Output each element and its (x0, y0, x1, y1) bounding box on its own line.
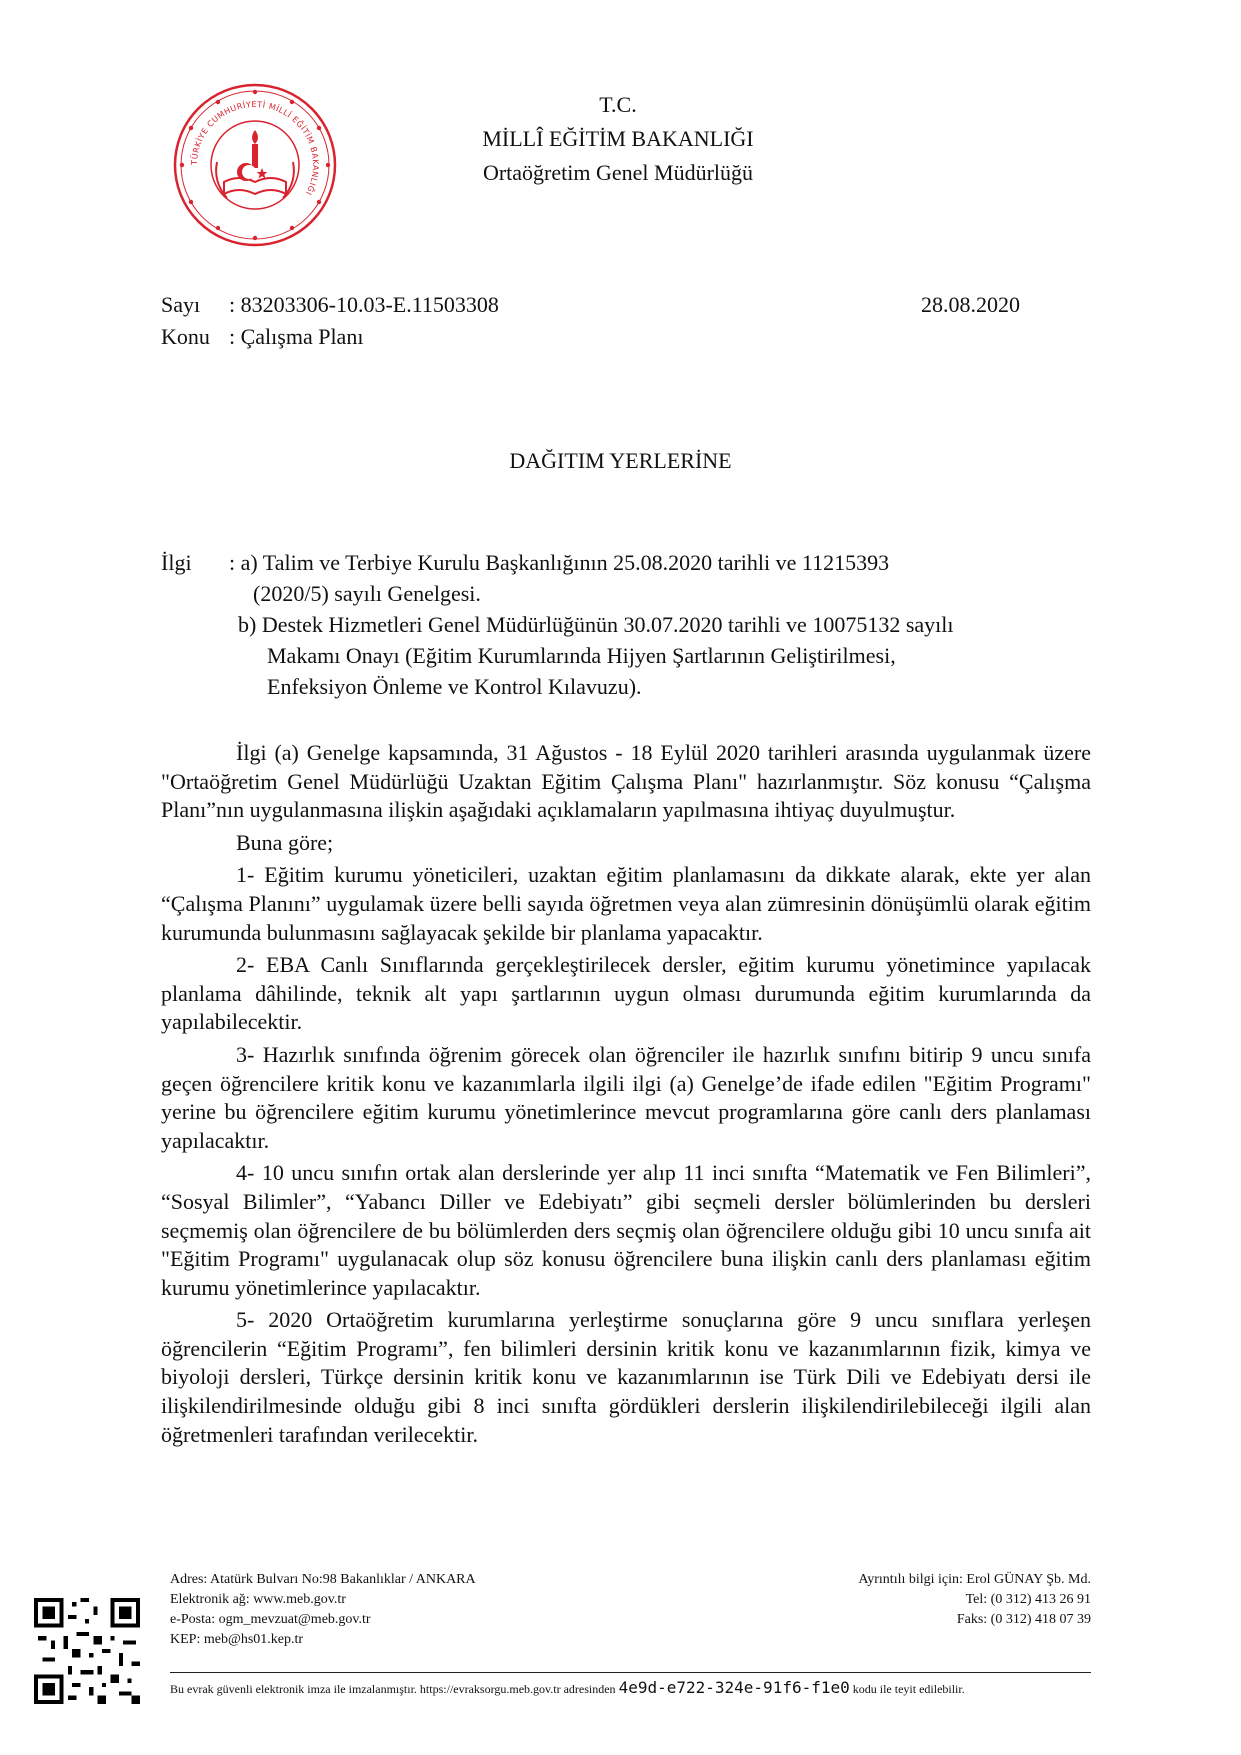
ilgi-a-line2: (2020/5) sayılı Genelgesi. (253, 581, 481, 606)
footer-kep: KEP: meb@hs01.kep.tr (170, 1632, 304, 1647)
ilgi-b-line2: Makamı Onayı (Eğitim Kurumlarında Hijyen Şartlarının Geliştirilmesi, (267, 643, 896, 668)
body-paragraph-3: 3- Hazırlık sınıfında öğrenim görecek olan öğrenciler ile hazırlık sınıfını bitirip 9 uncu sınıfa geçen öğrencilere kritik konu ve kazanımlarla ilgili ilgi (a) Genelge’de ifade edilen "Eğitim Programı" yerine bu öğrencilere eğitim kurumu yönetimlerince mevcut programlarına göre canlı ders planlaması yapılacaktır. (161, 1041, 1091, 1153)
sayi-row (161, 288, 499, 322)
footer-tel: Tel: (0 312) 413 26 91 (965, 1592, 1091, 1607)
body-paragraph-4: 4- 10 uncu sınıfın ortak alan derslerinde yer alıp 11 inci sınıfta “Matematik ve Fen Bilimleri”, “Sosyal Bilimler”, “Yabancı Diller ve Edebiyatı” gibi seçmeli dersler bölümlerinden bu dersleri seçmemiş olan öğrencilere de bu bölümlerden ders seçmiş olan öğrencilere olduğu gibi 10 uncu sınıfa ait "Eğitim Programı" uygulanacak olup söz konusu öğrencilere buna ilişkin canlı ders planlaması eğitim kurumu yönetimlerince yapılacaktır. (161, 1160, 1091, 1300)
ilgi-b-line3: Enfeksiyon Önleme ve Kontrol Kılavuzu). (267, 674, 642, 699)
footer-email[interactable]: e-Posta: ogm_mevzuat@meb.gov.tr (170, 1612, 371, 1627)
verify-prefix: Bu evrak güvenli elektronik imza ile imzalanmıştır. https://evraksorgu.meb.gov.tr adresinden (170, 1682, 616, 1696)
konu-row (161, 320, 363, 354)
footer-contact-block (858, 1570, 1091, 1630)
header-ministry: MİLLÎ EĞİTİM BAKANLIĞI (482, 126, 754, 151)
verify-suffix: kodu ile teyit edilebilir. (852, 1682, 965, 1696)
footer-contact: Ayrıntılı bilgi için: Erol GÜNAY Şb. Md. (858, 1572, 1091, 1587)
ilgi-a-line1: : a) Talim ve Terbiye Kurulu Başkanlığının 25.08.2020 tarihli ve 11215393 (229, 550, 890, 575)
sayi-value: : 83203306-10.03-E.11503308 (229, 292, 499, 317)
body-paragraph-5: 5- 2020 Ortaöğretim kurumlarına yerleştirme sonuçlarına göre 9 uncu sınıflara yerleşen öğrencilerin “Eğitim Programı”, fen bilimleri dersinin kritik konu ve kazanımlarının fizik, kimya ve biyoloji dersleri, Türkçe dersinin kritik konu ve kazanımlarının ise Türk Dili ve Edebiyatı dersi ile ilişkilendirilmesinde olduğu gibi 8 inci sınıfta gördükleri derslerin ilişkilendirilebileceği ilgili alan öğretmenleri tarafından verilecektir. (161, 1307, 1091, 1447)
konu-value: : Çalışma Planı (229, 324, 364, 349)
footer-divider (170, 1672, 1091, 1673)
addressee: DAĞITIM YERLERİNE (509, 448, 732, 473)
header-tc: T.C. (599, 92, 637, 117)
ilgi-label: İlgi (161, 550, 192, 575)
qr-code-icon (34, 1598, 140, 1704)
verification-line (170, 1678, 965, 1697)
sayi-label: Sayı (161, 292, 201, 317)
footer-web[interactable]: Elektronik ağ: www.meb.gov.tr (170, 1592, 346, 1607)
header-directorate: Ortaöğretim Genel Müdürlüğü (482, 160, 754, 185)
body-paragraph-1: 1- Eğitim kurumu yöneticileri, uzaktan eğitim planlamasını da dikkate alarak, ekte yer alan “Çalışma Planını” uygulamak üzere belli sayıda öğretmen veya alan zümresinin dönüşümlü olarak eğitim kurumunda bulunmasını sağlayacak şekilde bir planlama yapacaktır. (161, 862, 1091, 945)
body-paragraph-2: 2- EBA Canlı Sınıflarında gerçekleştirilecek dersler, eğitim kurumu yönetimince yapılacak planlama dâhilinde, teknik alt yapı şartlarının uygun olması durumunda eğitim kurumlarında da yapılabilecektir. (161, 952, 1091, 1035)
footer-fax: Faks: (0 312) 418 07 39 (956, 1612, 1091, 1627)
ministry-seal-logo (172, 82, 338, 248)
letter-body (161, 739, 1091, 1453)
footer-address-block (170, 1570, 476, 1650)
footer-address: Adres: Atatürk Bulvarı No:98 Bakanlıklar / ANKARA (170, 1572, 476, 1587)
document-date: 28.08.2020 (921, 292, 1020, 317)
verify-code: 4e9d-e722-324e-91f6-f1e0 (618, 1678, 850, 1697)
ilgi-b-line1: b) Destek Hizmetleri Genel Müdürlüğünün 30.07.2020 tarihli ve 10075132 sayılı (238, 612, 954, 637)
seal-text: TÜRKİYE CUMHURİYETİ MİLLÎ EĞİTİM BAKANLIĞI (189, 99, 321, 197)
body-paragraph-intro: İlgi (a) Genelge kapsamında, 31 Ağustos - 18 Eylül 2020 tarihleri arasında uygulanmak üzere "Ortaöğretim Genel Müdürlüğü Uzaktan Eğitim Çalışma Planı" hazırlanmıştır. Söz konusu “Çalışma Planı”nın uygulanmasına ilişkin aşağıdaki açıklamaların yapılmasına ihtiyaç duyulmuştur. (161, 740, 1091, 823)
konu-label: Konu (161, 324, 210, 349)
body-paragraph-buna-gore: Buna göre; (236, 829, 334, 855)
ilgi-section (161, 547, 953, 702)
